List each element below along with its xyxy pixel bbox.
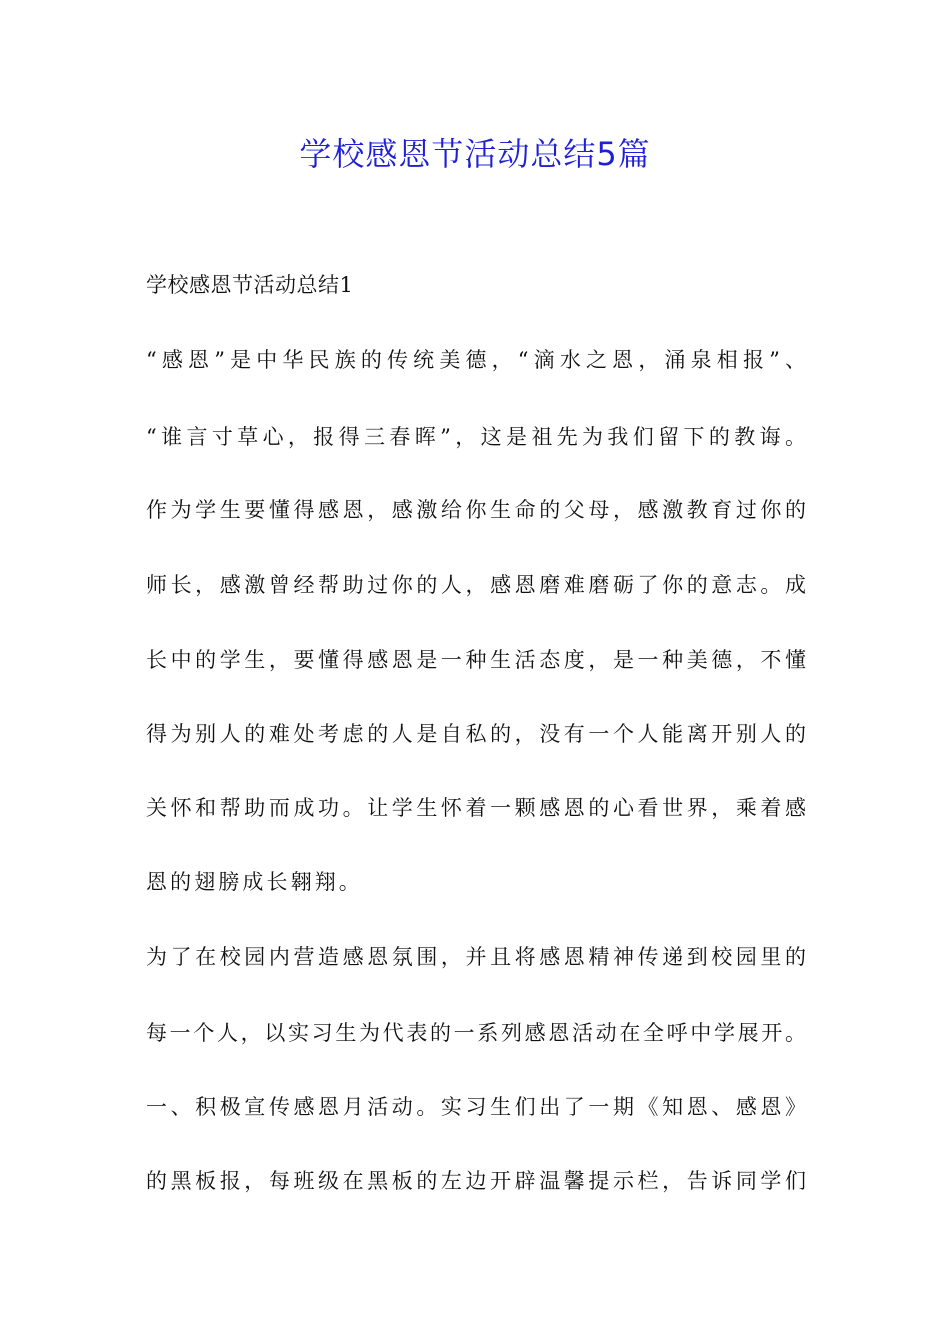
paragraph-line: 师长，感激曾经帮助过你的人，感恩磨难磨砺了你的意志。成 [146,573,806,597]
paragraph-line: 每一个人，以实习生为代表的一系列感恩活动在全呼中学展开。 [146,1021,806,1045]
paragraph-line: 作为学生要懂得感恩，感激给你生命的父母，感激教育过你的 [146,498,806,522]
paragraph-line: 恩的翅膀成长翱翔。 [146,870,363,894]
paragraph-line: 为了在校园内营造感恩氛围，并且将感恩精神传递到校园里的 [146,945,806,969]
document-title: 学校感恩节活动总结5篇 [299,135,651,173]
section-heading: 学校感恩节活动总结1 [146,273,354,297]
paragraph-line: “谁言寸草心，报得三春晖”，这是祖先为我们留下的教诲。 [146,425,806,449]
paragraph-line: “感恩”是中华民族的传统美德，“滴水之恩，涌泉相报”、 [146,348,806,372]
paragraph-line: 一、积极宣传感恩月活动。实习生们出了一期《知恩、感恩》 [146,1095,806,1119]
paragraph-line: 得为别人的难处考虑的人是自私的，没有一个人能离开别人的 [146,722,806,746]
paragraph-line: 的黑板报，每班级在黑板的左边开辟温馨提示栏，告诉同学们 [146,1169,806,1193]
paragraph-line: 关怀和帮助而成功。让学生怀着一颗感恩的心看世界，乘着感 [146,796,806,820]
paragraph-line: 长中的学生，要懂得感恩是一种生活态度，是一种美德，不懂 [146,648,806,672]
